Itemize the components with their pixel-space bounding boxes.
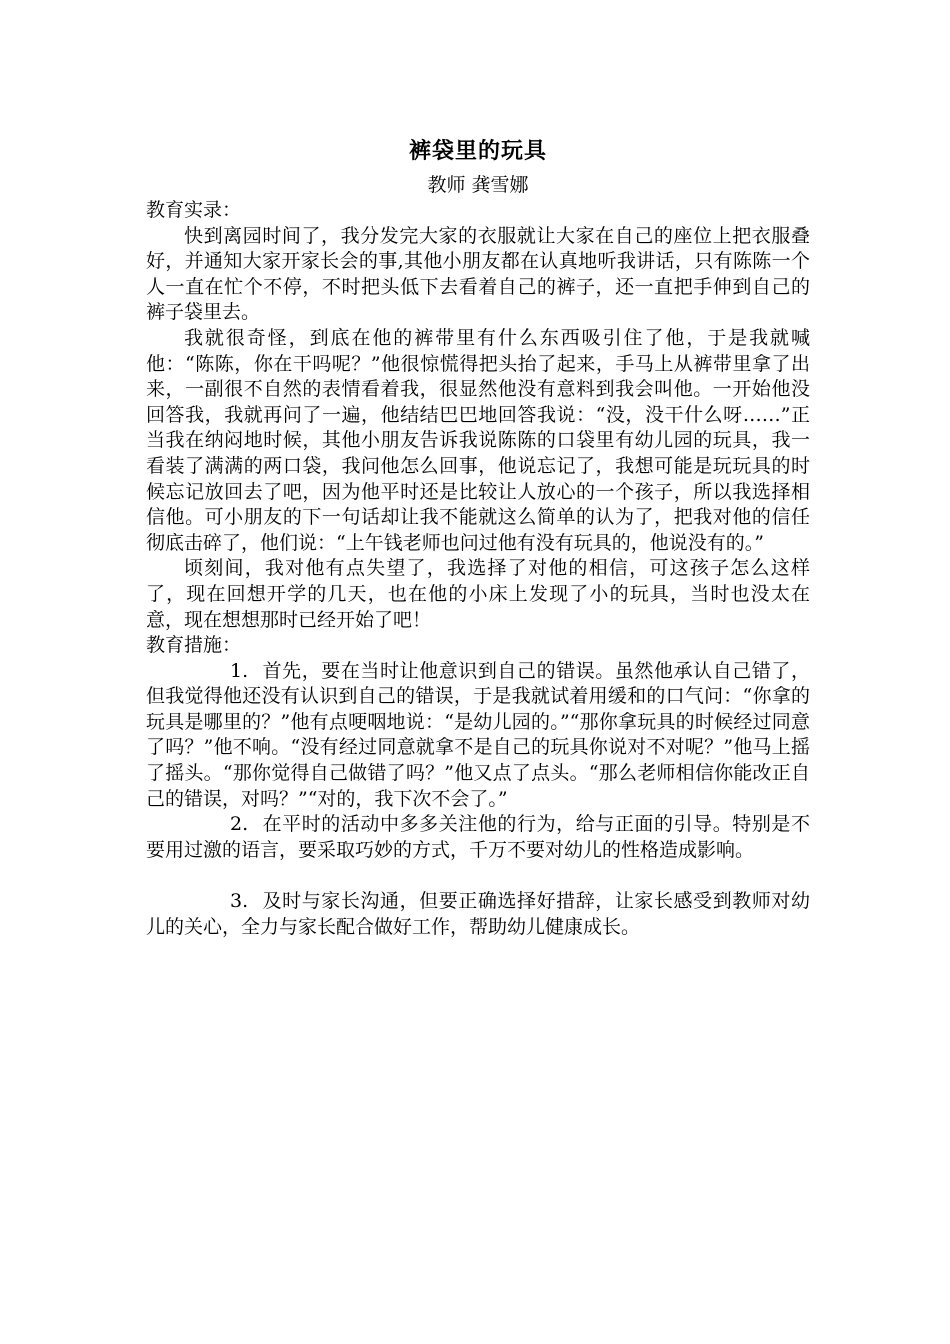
- measure-number: 1.: [230, 659, 249, 682]
- blank-line: [146, 863, 810, 889]
- measure-text: 及时与家长沟通，但要正确选择好措辞，让家长感受到教师对幼儿的关心，全力与家长配合做好工作，帮助幼儿健康成长。: [146, 890, 810, 938]
- document-author: 教师 龚雪娜: [427, 174, 529, 196]
- measure-text: 在平时的活动中多多关注他的行为，给与正面的引导。特别是不要用过激的语言，要采取巧妙的方式，千万不要对幼儿的性格造成影响。: [146, 813, 810, 861]
- measure-item: [146, 889, 810, 940]
- measure-item: [146, 812, 810, 863]
- measure-item: [146, 659, 810, 813]
- record-paragraph: 快到离园时间了，我分发完大家的衣服就让大家在自己的座位上把衣服叠好，并通知大家开家长会的事,其他小朋友都在认真地听我讲话，只有陈陈一个人一直在忙个不停，不时把头低下去看着自己的裤子，还一直把手伸到自己的裤子袋里去。: [146, 224, 810, 324]
- document-page: [146, 134, 810, 940]
- record-section-label: 教育实录：: [146, 199, 242, 221]
- record-paragraph: 我就很奇怪，到底在他的裤带里有什么东西吸引住了他，于是我就喊他：“陈陈，你在干吗呢？”他很惊慌得把头抬了起来，手马上从裤带里拿了出来，一副很不自然的表情看着我，很显然他没有意料到我会叫他。一开始他没回答我，我就再问了一遍，他结结巴巴地回答我说：“没，没干什么呀……”正当我在纳闷地时候，其他小朋友告诉我说陈陈的口袋里有幼儿园的玩具，我一看装了满满的两口袋，我问他怎么回事，他说忘记了，我想可能是玩玩具的时候忘记放回去了吧，因为他平时还是比较让人放心的一个孩子，所以我选择相信他。可小朋友的下一句话却让我不能就这么简单的认为了，把我对他的信任彻底击碎了，他们说：“上午钱老师也问过他有没有玩具的，他说没有的。”: [146, 326, 810, 554]
- measure-text: 首先，要在当时让他意识到自己的错误。虽然他承认自己错了，但我觉得他还没有认识到自己的错误，于是我就试着用缓和的口气问：“你拿的玩具是哪里的？”他有点哽咽地说：“是幼儿园的。”“那你拿玩具的时候经过同意了吗？”他不响。“没有经过同意就拿不是自己的玩具你说对不对呢？”他马上摇了摇头。“那你觉得自己做错了吗？”他又点了点头。“那么老师相信你能改正自己的错误，对吗？”“对的，我下次不会了。”: [146, 659, 810, 810]
- measures-section-label: 教育措施：: [146, 634, 242, 657]
- measure-number: 3.: [230, 890, 249, 913]
- document-title: 裤袋里的玩具: [408, 139, 547, 164]
- record-paragraph: 顷刻间，我对他有点失望了，我选择了对他的相信，可这孩子怎么这样了，现在回想开学的几天，也在他的小床上发现了小的玩具，当时也没太在意，现在想想那时已经开始了吧！: [146, 557, 810, 631]
- measure-number: 2.: [230, 813, 249, 836]
